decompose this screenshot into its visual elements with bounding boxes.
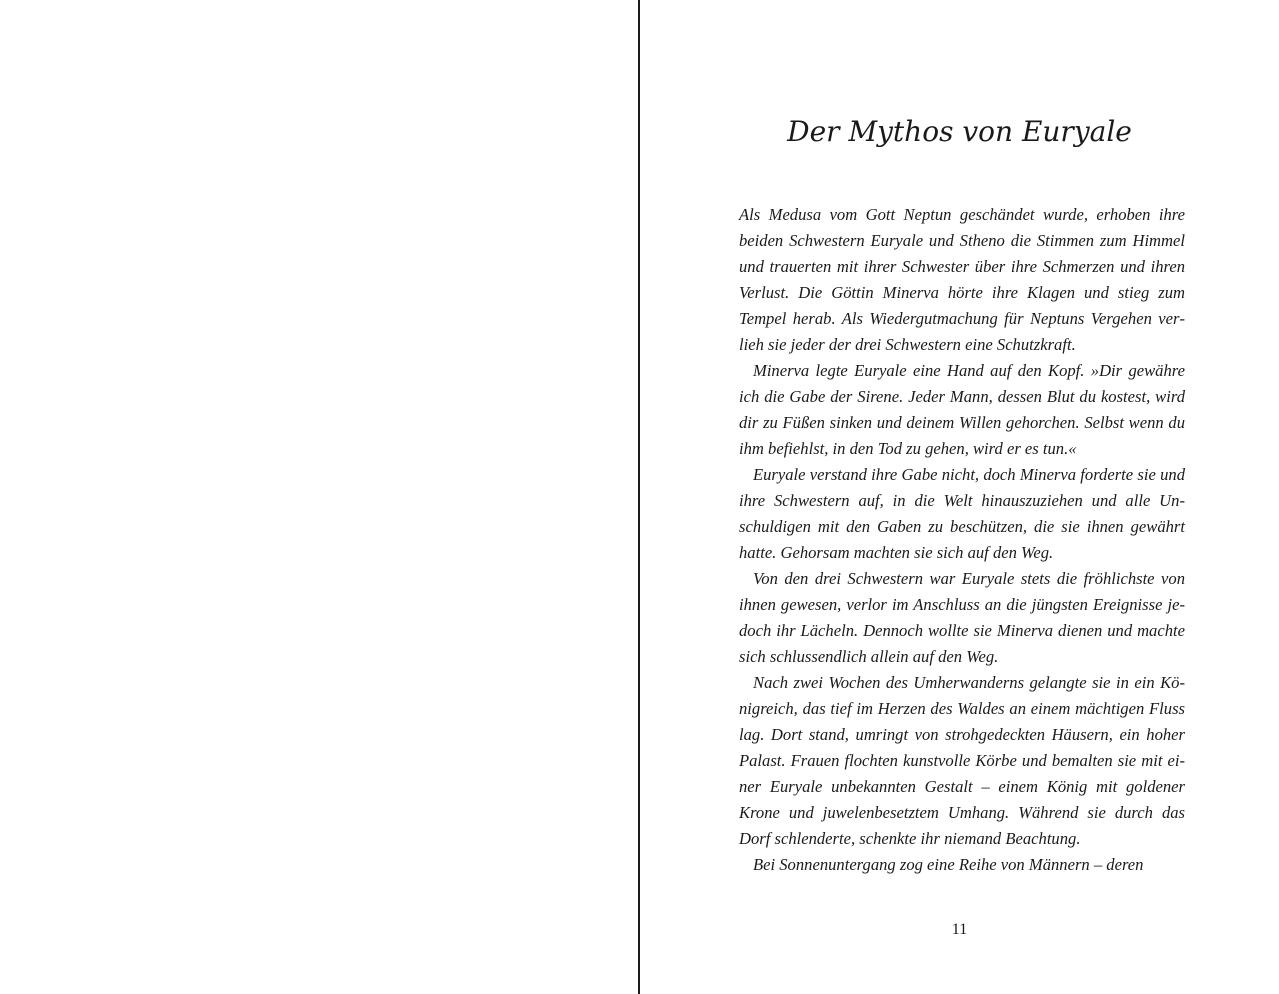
paragraph-2: Minerva legte Euryale eine Hand auf den Kopf. »Dir gewähre ich die Gabe der Sirene. Jeder Mann, dessen Blut du kostest, wird dir zu Füßen sinken und deinem Willen gehorchen. Selbst wenn du ihm befiehlst, in den Tod zu gehen, wird er es tun.« — [739, 361, 1185, 458]
left-page-blank — [0, 0, 638, 994]
paragraph-6: Bei Sonnenuntergang zog eine Reihe von Männern – deren — [753, 855, 1144, 874]
paragraph-1: Als Medusa vom Gott Neptun geschändet wurde, erhoben ihre beiden Schwestern Euryale und Stheno die Stimmen zum Himmel und trauerten mit ihrer Schwester über ihre Schmerzen und ihren Verlust. Die Göttin Minerva hörte ihre Klagen und stieg zum Tempel herab. Als Wiedergutmachung für Neptuns Vergehen verlieh sie jeder der drei Schwestern eine Schutzkraft. — [739, 205, 1185, 354]
chapter-body — [739, 202, 1185, 878]
right-page — [640, 0, 1279, 994]
paragraph-3: Euryale verstand ihre Gabe nicht, doch Minerva forderte sie und ihre Schwestern auf, in die Welt hinauszuziehen und alle Unschuldigen mit den Gaben zu beschützen, die sie ihnen gewährt hatte. Gehorsam machten sie sich auf den Weg. — [739, 465, 1185, 562]
paragraph-4: Von den drei Schwestern war Euryale stets die fröhlichste von ihnen gewesen, verlor im Anschluss an die jüngsten Ereignisse jedoch ihr Lächeln. Dennoch wollte sie Minerva dienen und machte sich schlussendlich allein auf den Weg. — [739, 569, 1185, 666]
paragraph-5: Nach zwei Wochen des Umherwanderns gelangte sie in ein Königreich, das tief im Herzen des Waldes an einem mächtigen Fluss lag. Dort stand, umringt von strohgedeckten Häusern, ein hoher Palast. Frauen flochten kunstvolle Körbe und bemalten sie mit einer Euryale unbekannten Gestalt – einem König mit goldener Krone und juwelenbesetztem Umhang. Während sie durch das Dorf schlenderte, schenkte ihr niemand Beachtung. — [739, 673, 1185, 848]
chapter-title: Der Mythos von Euryale — [787, 115, 1132, 148]
page-number: 11 — [951, 921, 968, 938]
